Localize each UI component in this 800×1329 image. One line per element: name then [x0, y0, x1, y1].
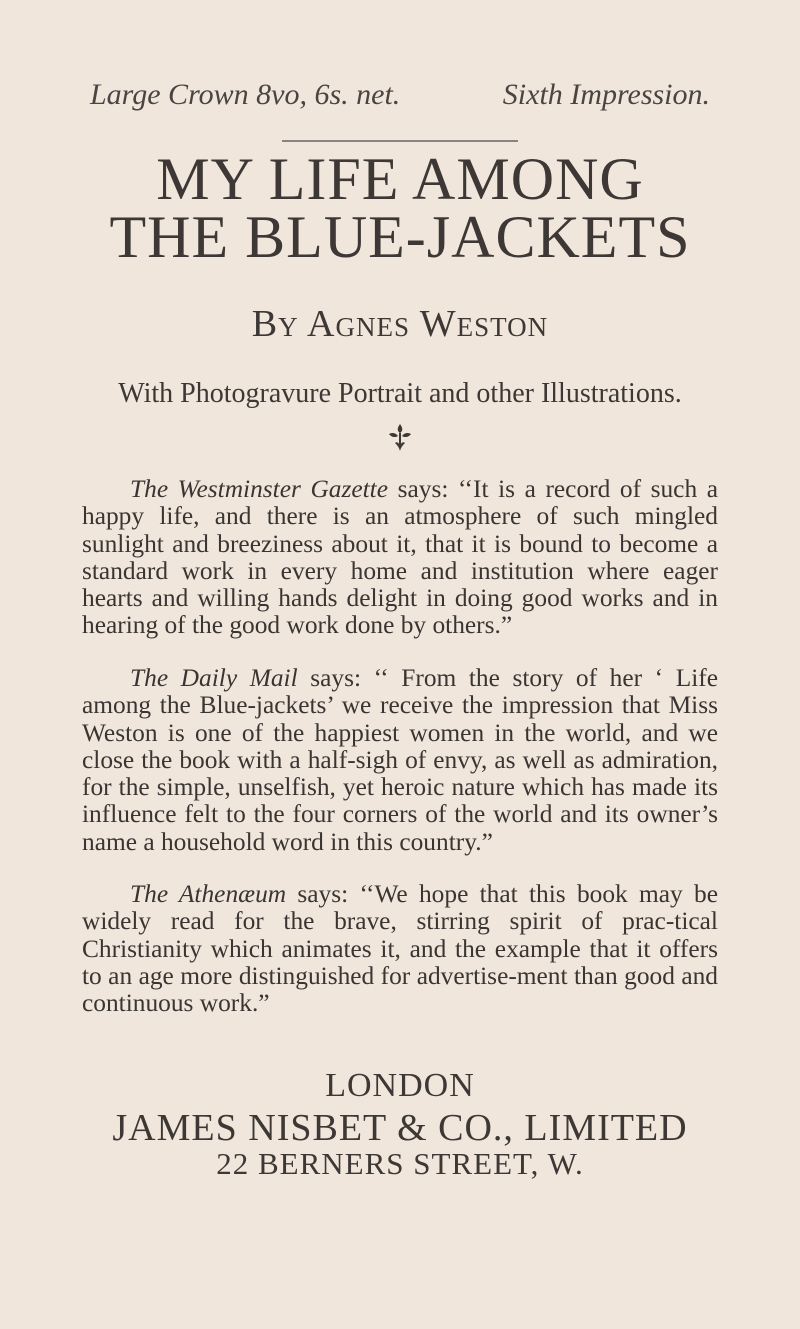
imprint-city: LONDON [325, 1067, 475, 1104]
review-publication: The Daily Mail [130, 664, 298, 692]
review-publication: The Westminster Gazette [130, 475, 389, 503]
author-line: By Agnes Weston [251, 303, 549, 345]
imprint-address: 22 BERNERS STREET, W. [216, 1146, 584, 1181]
divider-rule [282, 140, 518, 142]
header-line [90, 78, 710, 118]
title-line-2: THE BLUE-JACKETS [109, 204, 691, 270]
review-westminster-gazette [82, 476, 718, 640]
imprint-publisher: JAMES NISBET & CO., LIMITED [112, 1107, 688, 1149]
review-text: says: ‘‘We hope that this book may be widely read for the brave, stirring spirit of prac-tical Christianity which animates it, and the example that it offers to an age more distinguished for advertise-ment than good and continuous work.” [82, 880, 718, 1018]
illustrations-note: With Photogravure Portrait and other Illustrations. [118, 378, 682, 409]
book-title [0, 146, 800, 270]
format-price: Large Crown 8vo, 6s. net. [90, 78, 401, 111]
review-publication: The Athenæum [130, 880, 287, 908]
review-daily-mail [82, 665, 718, 856]
impression-note: Sixth Impression. [502, 78, 710, 111]
review-text: says: ‘‘ From the story of her ‘ Life among the Blue-jackets’ we receive the impression that Miss Weston is one of the happiest women in the world, and we close the book with a half-sigh of envy, as well as admiration, for the simple, unselfish, yet heroic nature which has made its influence felt to the four corners of the world and its owner’s name a household word in this country.” [82, 664, 718, 856]
fleuron-icon [383, 421, 417, 455]
title-line-1: MY LIFE AMONG [156, 146, 644, 212]
review-athenaeum [82, 881, 718, 1017]
review-text: says: ‘‘It is a record of such a happy life, and there is an atmosphere of such mingled sunlight and breeziness about it, that it is bound to become a standard work in every home and institution where eager hearts and willing hands delight in doing good works and in hearing of the good work done by others.” [82, 475, 718, 640]
